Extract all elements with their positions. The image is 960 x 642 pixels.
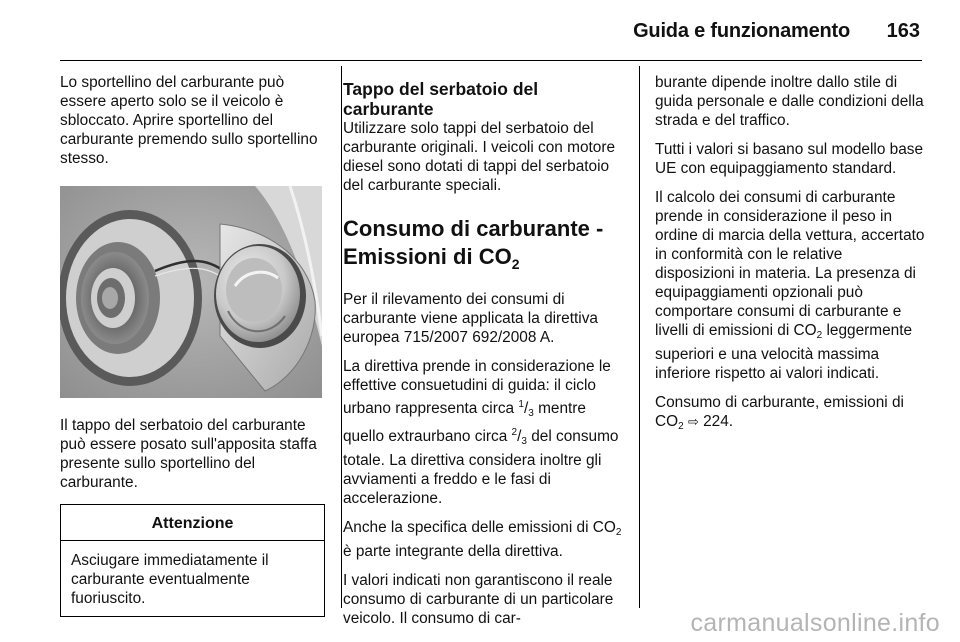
page-header-title: Guida e funzionamento xyxy=(633,20,850,42)
values-disclaimer-paragraph: I valori indicati non garantiscono il reale consumo di carburante di un particolare veicolo. Il consumo di car- xyxy=(343,572,614,627)
driving-cycle-paragraph: La direttiva prende in considerazione le effettive consuetudini di guida: il ciclo urbano rappresenta circa $^1/_3$ mentre quello extraurbano circa $^2/_3$ del consumo totale. La direttiva considera inoltre gli avviamenti a freddo e le fasi di accelerazione. xyxy=(343,358,619,507)
column-2 xyxy=(343,73,625,638)
attention-body: Asciugare immediatamente il carburante eventualmente fuoriuscito. xyxy=(71,552,269,607)
directive-paragraph: Per il rilevamento dei consumi di carburante viene applicata la direttiva europea 715/2007 692/2008 A. xyxy=(343,291,598,346)
section-heading-fuel-cap: Tappo del serbatoio del carburante xyxy=(343,79,539,119)
cap-bracket-paragraph: Il tappo del serbatoio del carburante può essere posato sull'apposita staffa presente sullo sportellino del carburante. xyxy=(60,417,317,491)
page-reference-arrow-icon: ⇨ xyxy=(687,414,699,429)
column-3 xyxy=(655,73,925,446)
fuel-flap-paragraph: Lo sportellino del carburante può essere aperto solo se il veicolo è sbloccato. Aprire sportellino del carburante premendo sullo sportellino stesso. xyxy=(60,74,318,167)
cross-reference-paragraph: Consumo di carburante, emissioni di $CO_2$ ⇨ 224. xyxy=(655,394,904,432)
section-heading-consumption: Consumo di carburante - Emissioni di $CO_2$ xyxy=(343,216,604,272)
calculation-paragraph: Il calcolo dei consumi di carburante prende in considerazione il peso in ordine di marcia della vettura, accertato in conformità con le relative disposizioni in materia. La presenza di equipaggiamenti opzionali può comportare consumi di carburante e livelli di emissioni di $CO_2$ leggermente superiori e una velocità massima inferiore rispetto ai valori indicati. xyxy=(655,189,925,382)
header-rule xyxy=(60,60,922,61)
fuel-cap-photo xyxy=(60,186,322,398)
fuel-cap-paragraph: Utilizzare solo tappi del serbatoio del carburante originali. I veicoli con motore diesel sono dotati di tappi del serbatoio del carburante speciali. xyxy=(343,120,616,194)
watermark: carmanualsonline.info xyxy=(690,609,940,637)
page-reference-link[interactable]: 224. xyxy=(698,413,734,430)
page-number: 163 xyxy=(886,20,920,42)
emissions-spec-paragraph: Anche la specifica delle emissioni di $CO_2$ è parte integrante della direttiva. xyxy=(343,519,622,560)
driving-style-paragraph: burante dipende inoltre dallo stile di guida personale e dalle condizioni della strada e del traffico. xyxy=(655,74,924,129)
column-1 xyxy=(60,73,325,617)
fuel-cap-illustration xyxy=(60,186,322,398)
attention-box xyxy=(60,504,325,617)
column-divider-1 xyxy=(341,66,342,608)
base-model-paragraph: Tutti i valori si basano sul modello base UE con equipaggiamento standard. xyxy=(655,141,924,177)
attention-title: Attenzione xyxy=(61,505,324,541)
column-divider-2 xyxy=(639,66,640,608)
